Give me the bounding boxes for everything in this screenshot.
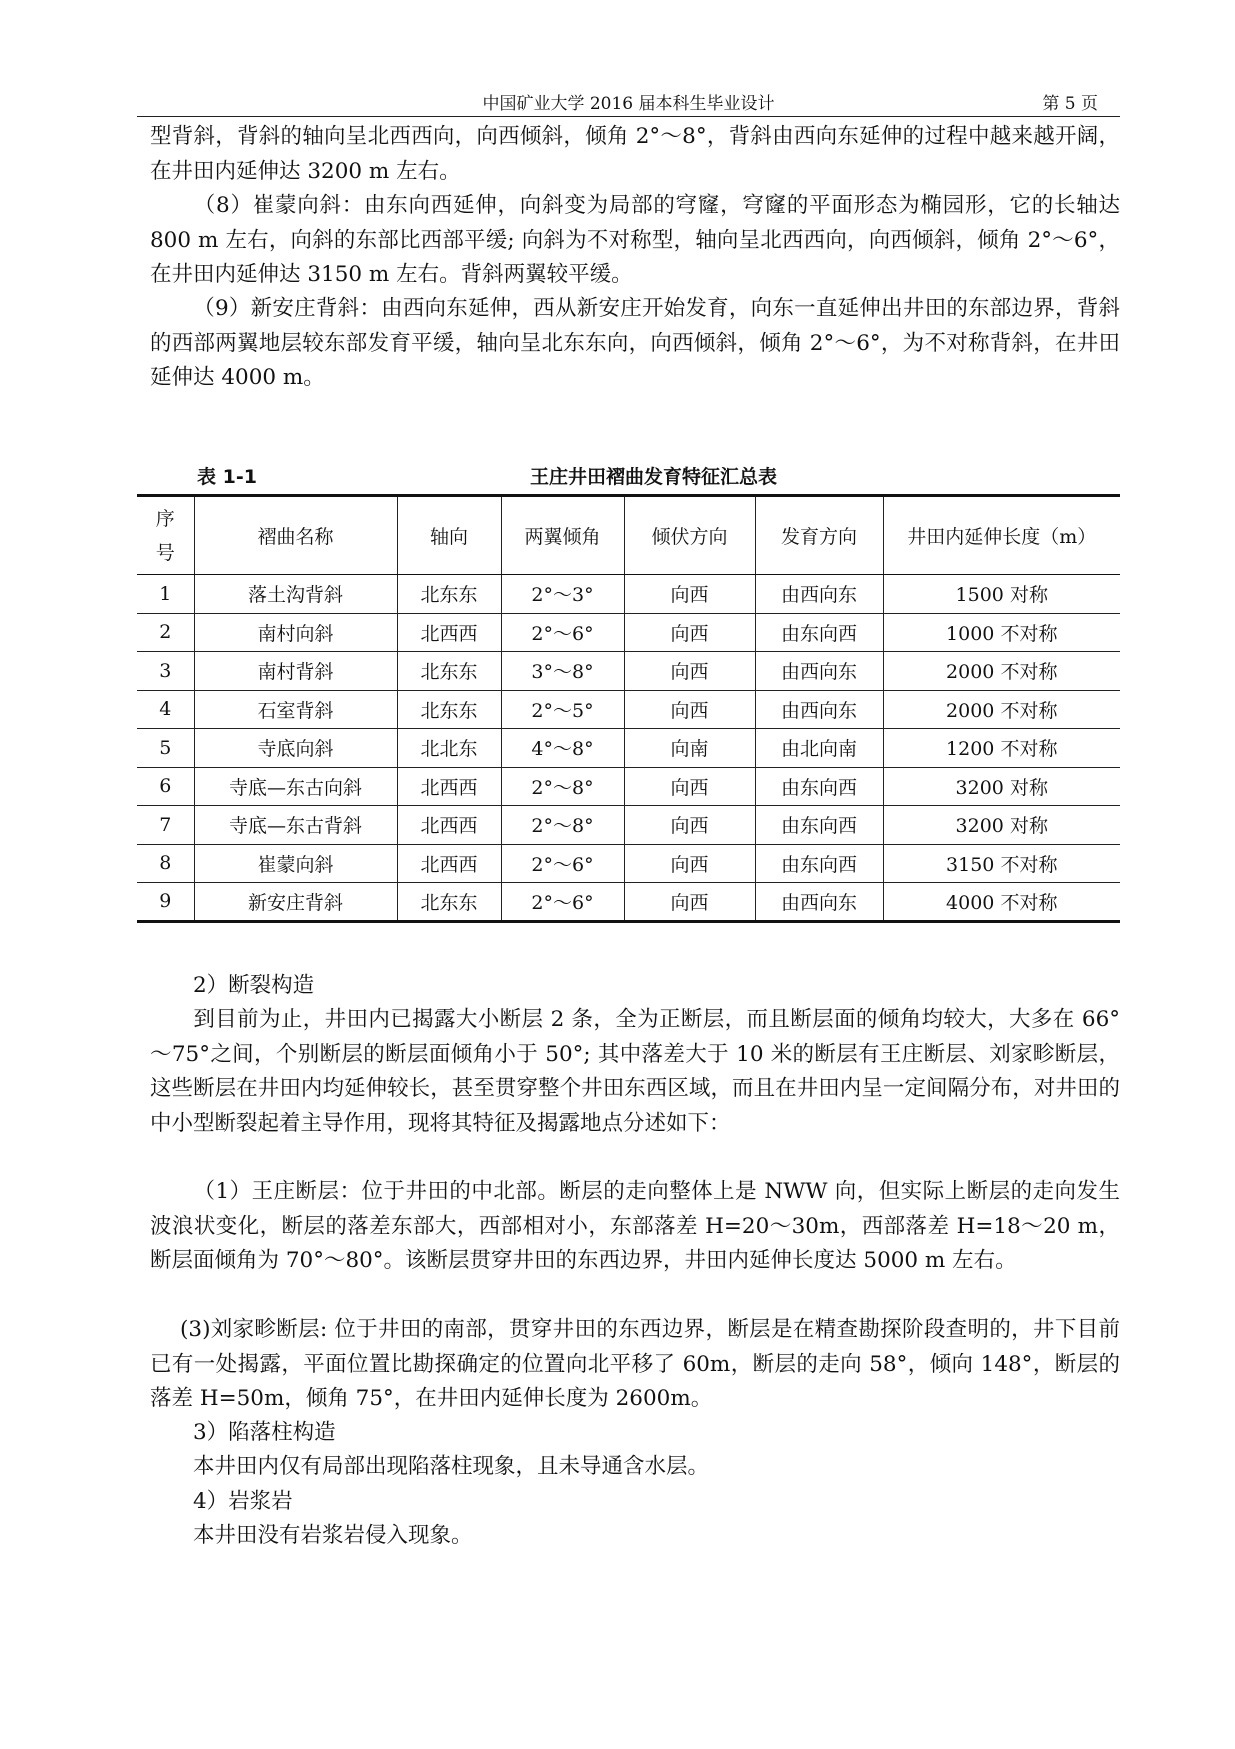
cell-plunge: 向西	[624, 652, 755, 691]
cell-seq: 7	[137, 806, 194, 845]
table-row	[137, 575, 1120, 614]
cell-develop: 由西向东	[755, 652, 883, 691]
cell-dip: 3°～8°	[501, 652, 624, 691]
cell-length: 2000 不对称	[883, 652, 1120, 691]
cell-name: 南村向斜	[194, 613, 397, 652]
cell-length: 4000 不对称	[883, 883, 1120, 922]
header-development-direction: 发育方向	[755, 496, 883, 575]
heading-text: 4）岩浆岩	[193, 1489, 293, 1514]
table-row	[137, 690, 1120, 729]
heading-text: 2）断裂构造	[193, 973, 315, 998]
table-number: 表 1-1	[197, 466, 257, 488]
cell-axis: 北北东	[397, 729, 501, 768]
cell-axis: 北西西	[397, 767, 501, 806]
paragraph-text: 本井田内仅有局部出现陷落柱现象，且未导通含水层。	[193, 1454, 710, 1479]
cell-dip: 2°～3°	[501, 575, 624, 614]
cell-plunge: 向西	[624, 690, 755, 729]
cell-develop: 由西向东	[755, 575, 883, 614]
header-plunge-direction: 倾伏方向	[624, 496, 755, 575]
cell-plunge: 向西	[624, 806, 755, 845]
paragraph-text: (3)刘家畛断层: 位于井田的南部，贯穿井田的东西边界，断层是在精查勘探阶段查明的，井下目前已有一处揭露，平面位置比勘探确定的位置向北平移了 60m，断层的走向 58°，倾向 148°，断层的落差 H=50m，倾角 75°，在井田内延伸长度为 2600m。	[150, 1317, 1120, 1411]
heading-magmatic-rock	[150, 1485, 1120, 1520]
cell-seq: 9	[137, 883, 194, 922]
header-fold-name: 褶曲名称	[194, 496, 397, 575]
page-number: 第 5 页	[1042, 94, 1098, 114]
paragraph-text: （8）崔蒙向斜：由东向西延伸，向斜变为局部的穹窿，穹窿的平面形态为椭园形，它的长轴达 800 m 左右，向斜的东部比西部平缓; 向斜为不对称型，轴向呈北西西向，向西倾斜，倾角 2°～6°，在井田内延伸达 3150 m 左右。背斜两翼较平缓。	[150, 193, 1120, 287]
cell-dip: 2°～5°	[501, 690, 624, 729]
paragraph-magmatic-rock	[150, 1519, 1120, 1554]
cell-length: 1500 对称	[883, 575, 1120, 614]
table-caption	[0, 462, 1235, 488]
cell-name: 落土沟背斜	[194, 575, 397, 614]
paragraph-text: 本井田没有岩浆岩侵入现象。	[193, 1523, 473, 1548]
cell-develop: 由东向西	[755, 767, 883, 806]
paragraph-anticline-continued: 型背斜，背斜的轴向呈北西西向，向西倾斜，倾角 2°～8°，背斜由西向东延伸的过程中越来越开阔，在井田内延伸达 3200 m 左右。	[150, 124, 1120, 184]
page-header	[137, 86, 1120, 117]
header-title: 中国矿业大学 2016 届本科生毕业设计	[482, 94, 775, 114]
table-row	[137, 806, 1120, 845]
cell-develop: 由西向东	[755, 883, 883, 922]
cell-seq: 2	[137, 613, 194, 652]
cell-dip: 2°～8°	[501, 806, 624, 845]
header-limb-dip: 两翼倾角	[501, 496, 624, 575]
cell-name: 寺底—东古背斜	[194, 806, 397, 845]
cell-axis: 北东东	[397, 652, 501, 691]
cell-length: 3150 不对称	[883, 844, 1120, 883]
cell-length: 1200 不对称	[883, 729, 1120, 768]
table-row	[137, 844, 1120, 883]
cell-dip: 2°～6°	[501, 883, 624, 922]
cell-seq: 5	[137, 729, 194, 768]
cell-axis: 北东东	[397, 883, 501, 922]
cell-dip: 2°～8°	[501, 767, 624, 806]
paragraph-liujiazhen-fault	[150, 1313, 1120, 1417]
header-axis: 轴向	[397, 496, 501, 575]
header-extension-length: 井田内延伸长度（m）	[883, 496, 1120, 575]
cell-develop: 由东向西	[755, 844, 883, 883]
cell-develop: 由东向西	[755, 806, 883, 845]
cell-develop: 由北向南	[755, 729, 883, 768]
cell-name: 石室背斜	[194, 690, 397, 729]
paragraph-collapse-column	[150, 1450, 1120, 1485]
cell-seq: 1	[137, 575, 194, 614]
header-seq-line2: 号	[155, 541, 175, 564]
cell-name: 寺底—东古向斜	[194, 767, 397, 806]
cell-plunge: 向西	[624, 844, 755, 883]
cell-develop: 由西向东	[755, 690, 883, 729]
heading-fault-structure	[150, 969, 1120, 1004]
cell-plunge: 向西	[624, 767, 755, 806]
cell-length: 1000 不对称	[883, 613, 1120, 652]
cell-axis: 北东东	[397, 575, 501, 614]
paragraph-text: （9）新安庄背斜：由西向东延伸，西从新安庄开始发育，向东一直延伸出井田的东部边界，背斜的西部两翼地层较东部发育平缓，轴向呈北东东向，向西倾斜，倾角 2°～6°，为不对称背斜，在井田延伸达 4000 m。	[150, 296, 1120, 390]
header-seq	[137, 496, 194, 575]
table-header-row	[137, 496, 1120, 575]
cell-dip: 2°～6°	[501, 844, 624, 883]
cell-seq: 3	[137, 652, 194, 691]
cell-plunge: 向西	[624, 613, 755, 652]
heading-collapse-column	[150, 1416, 1120, 1451]
cell-develop: 由东向西	[755, 613, 883, 652]
paragraph-fault-intro	[150, 1003, 1120, 1141]
cell-name: 崔蒙向斜	[194, 844, 397, 883]
cell-dip: 4°～8°	[501, 729, 624, 768]
cell-name: 新安庄背斜	[194, 883, 397, 922]
cell-length: 2000 不对称	[883, 690, 1120, 729]
cell-axis: 北西西	[397, 613, 501, 652]
paragraph-text: 到目前为止，井田内已揭露大小断层 2 条，全为正断层，而且断层面的倾角均较大，大多在 66°～75°之间，个别断层的断层面倾角小于 50°; 其中落差大于 10 米的断层有王庄断层、刘家畛断层，这些断层在井田内均延伸较长，甚至贯穿整个井田东西区域，而且在井田内呈一定间隔分布，对井田的中小型断裂起着主导作用，现将其特征及揭露地点分述如下：	[150, 1007, 1120, 1136]
table-row	[137, 767, 1120, 806]
paragraph-cuimeng-syncline	[150, 189, 1120, 293]
heading-text: 3）陷落柱构造	[193, 1420, 336, 1445]
cell-length: 3200 对称	[883, 806, 1120, 845]
paragraph-xinanzhuang-anticline	[150, 292, 1120, 396]
cell-axis: 北东东	[397, 690, 501, 729]
table-row	[137, 729, 1120, 768]
cell-plunge: 向西	[624, 575, 755, 614]
cell-seq: 4	[137, 690, 194, 729]
cell-axis: 北西西	[397, 806, 501, 845]
header-seq-line1: 序	[155, 507, 175, 530]
cell-plunge: 向南	[624, 729, 755, 768]
table-title: 王庄井田褶曲发育特征汇总表	[530, 466, 778, 488]
table-row	[137, 883, 1120, 922]
cell-axis: 北西西	[397, 844, 501, 883]
paragraph-text: （1）王庄断层：位于井田的中北部。断层的走向整体上是 NWW 向，但实际上断层的走向发生波浪状变化，断层的落差东部大，西部相对小，东部落差 H=20～30m，西部落差 H=18～20 m，断层面倾角为 70°～80°。该断层贯穿井田的东西边界，井田内延伸长度达 5000 m 左右。	[150, 1179, 1120, 1273]
cell-name: 寺底向斜	[194, 729, 397, 768]
table-row	[137, 652, 1120, 691]
cell-seq: 6	[137, 767, 194, 806]
cell-length: 3200 对称	[883, 767, 1120, 806]
table-row	[137, 613, 1120, 652]
cell-dip: 2°～6°	[501, 613, 624, 652]
cell-plunge: 向西	[624, 883, 755, 922]
fold-summary-table	[137, 494, 1120, 923]
paragraph-wangzhuang-fault	[150, 1175, 1120, 1279]
cell-seq: 8	[137, 844, 194, 883]
cell-name: 南村背斜	[194, 652, 397, 691]
